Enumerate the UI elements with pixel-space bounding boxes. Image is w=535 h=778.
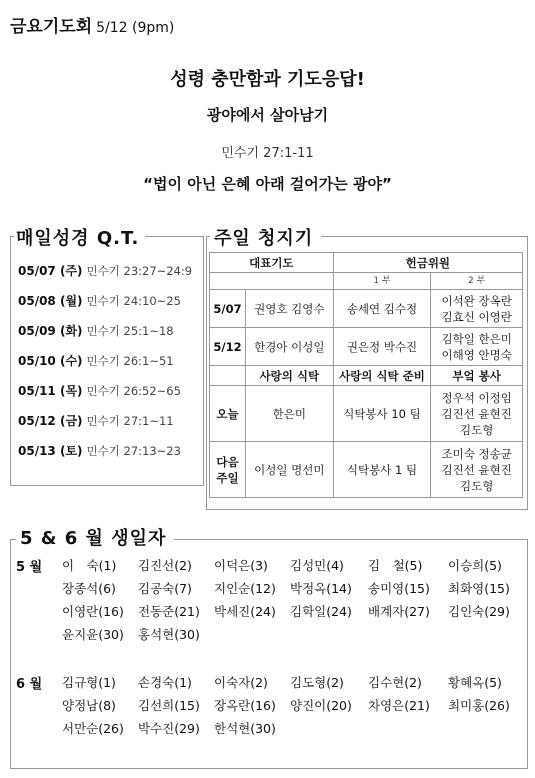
birthday-entry: 김공숙(7) <box>138 581 192 596</box>
birthday-entry: 김 철(5) <box>368 558 423 573</box>
name-line: 김효신 이영란 <box>441 309 512 324</box>
birthday-entry: 이 숙(1) <box>62 558 117 573</box>
row-label-next <box>210 442 246 498</box>
qt-row <box>18 352 192 382</box>
row-first: 송세연 김수정 <box>333 290 431 328</box>
row-kitchen <box>431 442 523 498</box>
service-title: 금요기도회 <box>10 17 93 37</box>
qt-date: 05/08 (월) <box>18 294 83 308</box>
header-kitchen: 부엌 봉사 <box>431 366 523 386</box>
qt-verse: 민수기 23:27~24:9 <box>86 264 193 278</box>
qt-date: 05/13 (토) <box>18 444 83 458</box>
birthday-entry: 김수현(2) <box>368 675 422 690</box>
row-meal-prep: 식탁봉사 10 팀 <box>333 386 431 442</box>
qt-title: 매일성경 Q.T. <box>14 224 145 250</box>
birthday-entry: 최미홍(26) <box>448 698 510 713</box>
qt-verse: 민수기 24:10~25 <box>86 294 181 308</box>
name-line: 이해영 안명숙 <box>441 347 512 362</box>
row-prayer: 한경아 이성일 <box>245 328 333 366</box>
row-second <box>431 290 523 328</box>
birthday-entry: 박수진(29) <box>138 721 200 736</box>
row-date: 5/12 <box>210 328 246 366</box>
qt-row <box>18 262 192 292</box>
birthday-entry: 한석현(30) <box>214 721 276 736</box>
birthday-entry: 장옥란(16) <box>214 698 276 713</box>
qt-date: 05/11 (목) <box>18 384 83 398</box>
birthday-entry: 김규형(1) <box>62 675 116 690</box>
sermon-scripture: 민수기 27:1-11 <box>221 146 314 161</box>
row-meal: 이성일 명선미 <box>245 442 333 498</box>
name-line: 김진선 윤현진 <box>441 462 512 477</box>
qt-row <box>18 382 192 412</box>
birthday-entry: 김학일(24) <box>290 604 352 619</box>
name-line: 김진선 윤현진 <box>441 406 512 421</box>
qt-date: 05/12 (금) <box>18 414 83 428</box>
birthday-entry: 박세진(24) <box>214 604 276 619</box>
birthday-entry: 김인숙(29) <box>448 604 510 619</box>
header-prayer: 대표기도 <box>210 253 334 273</box>
header-second-service: 2 부 <box>431 273 523 290</box>
birthday-entry: 배계자(27) <box>368 604 430 619</box>
birthday-entry: 전동준(21) <box>138 604 200 619</box>
name-line: 조미숙 정송균 <box>441 446 512 461</box>
qt-date: 05/10 (수) <box>18 354 83 368</box>
qt-row <box>18 442 192 472</box>
row-meal: 한은미 <box>245 386 333 442</box>
birthday-entry: 지인순(12) <box>214 581 276 596</box>
sermon-title: 성령 충만함과 기도응답! <box>170 69 365 90</box>
qt-list <box>18 262 192 472</box>
qt-verse: 민수기 25:1~18 <box>86 324 174 338</box>
row-label-today: 오늘 <box>210 386 246 442</box>
qt-verse: 민수기 26:52~65 <box>86 384 181 398</box>
qt-row <box>18 322 192 352</box>
name-line: 김학일 한은미 <box>441 331 512 346</box>
sermon-quote: “법이 아닌 은혜 아래 걸어가는 광야” <box>143 175 392 193</box>
birthday-entry: 서만순(26) <box>62 721 124 736</box>
qt-date: 05/07 (주) <box>18 264 83 278</box>
birthday-month-may: 5 월 <box>16 560 43 575</box>
qt-verse: 민수기 27:13~23 <box>86 444 181 458</box>
row-prayer: 권영호 김영수 <box>245 290 333 328</box>
birthday-entry: 장종석(6) <box>62 581 116 596</box>
header-offering: 헌금위원 <box>333 253 522 273</box>
row-date: 5/07 <box>210 290 246 328</box>
birthday-entry: 최화영(15) <box>448 581 510 596</box>
row-kitchen <box>431 386 523 442</box>
birthday-entry: 황혜옥(5) <box>448 675 502 690</box>
birthday-entry: 김진선(2) <box>138 558 192 573</box>
weekly-title: 주일 청지기 <box>210 224 321 250</box>
qt-date: 05/09 (화) <box>18 324 83 338</box>
qt-verse: 민수기 27:1~11 <box>86 414 174 428</box>
header-first-service: 1 부 <box>333 273 431 290</box>
row-meal-prep: 식탁봉사 1 팀 <box>333 442 431 498</box>
qt-row <box>18 292 192 322</box>
birthday-entry: 이승희(5) <box>448 558 502 573</box>
header-blank <box>210 273 334 290</box>
birthday-entry: 김도형(2) <box>290 675 344 690</box>
birthday-entry: 김선희(15) <box>138 698 200 713</box>
header-meal: 사랑의 식탁 <box>245 366 333 386</box>
row-first: 권은정 박수진 <box>333 328 431 366</box>
sermon-subtitle: 광야에서 살아남기 <box>206 106 329 124</box>
birthday-month-june: 6 월 <box>16 677 43 692</box>
birthday-entry: 송미영(15) <box>368 581 430 596</box>
birthday-entry: 양정남(8) <box>62 698 116 713</box>
birthday-entry: 이숙자(2) <box>214 675 268 690</box>
header-blank <box>210 366 246 386</box>
name-line: 정우석 이정임 <box>441 390 512 405</box>
birthday-entry: 박정옥(14) <box>290 581 352 596</box>
name-line: 김도형 <box>459 478 494 493</box>
label-line: 주일 <box>216 470 239 485</box>
weekly-table <box>209 252 523 498</box>
birthday-entry: 양진이(20) <box>290 698 352 713</box>
birthday-entry: 윤지윤(30) <box>62 627 124 642</box>
qt-verse: 민수기 26:1~51 <box>86 354 174 368</box>
birthday-entry: 이영란(16) <box>62 604 124 619</box>
birthday-entry: 손경숙(1) <box>138 675 192 690</box>
name-line: 김도형 <box>459 422 494 437</box>
header-meal-prep: 사랑의 식탁 준비 <box>333 366 431 386</box>
birthday-entry: 차영은(21) <box>368 698 430 713</box>
service-date: 5/12 (9pm) <box>96 20 175 36</box>
row-second <box>431 328 523 366</box>
birthday-entry: 김성민(4) <box>290 558 344 573</box>
birthday-entry: 홍석현(30) <box>138 627 200 642</box>
qt-row <box>18 412 192 442</box>
birthday-title: 5 & 6 월 생일자 <box>16 524 174 550</box>
bulletin-header <box>10 12 174 37</box>
name-line: 이석완 장옥란 <box>441 293 512 308</box>
birthday-entry: 이덕은(3) <box>214 558 268 573</box>
label-line: 다음 <box>216 454 239 469</box>
